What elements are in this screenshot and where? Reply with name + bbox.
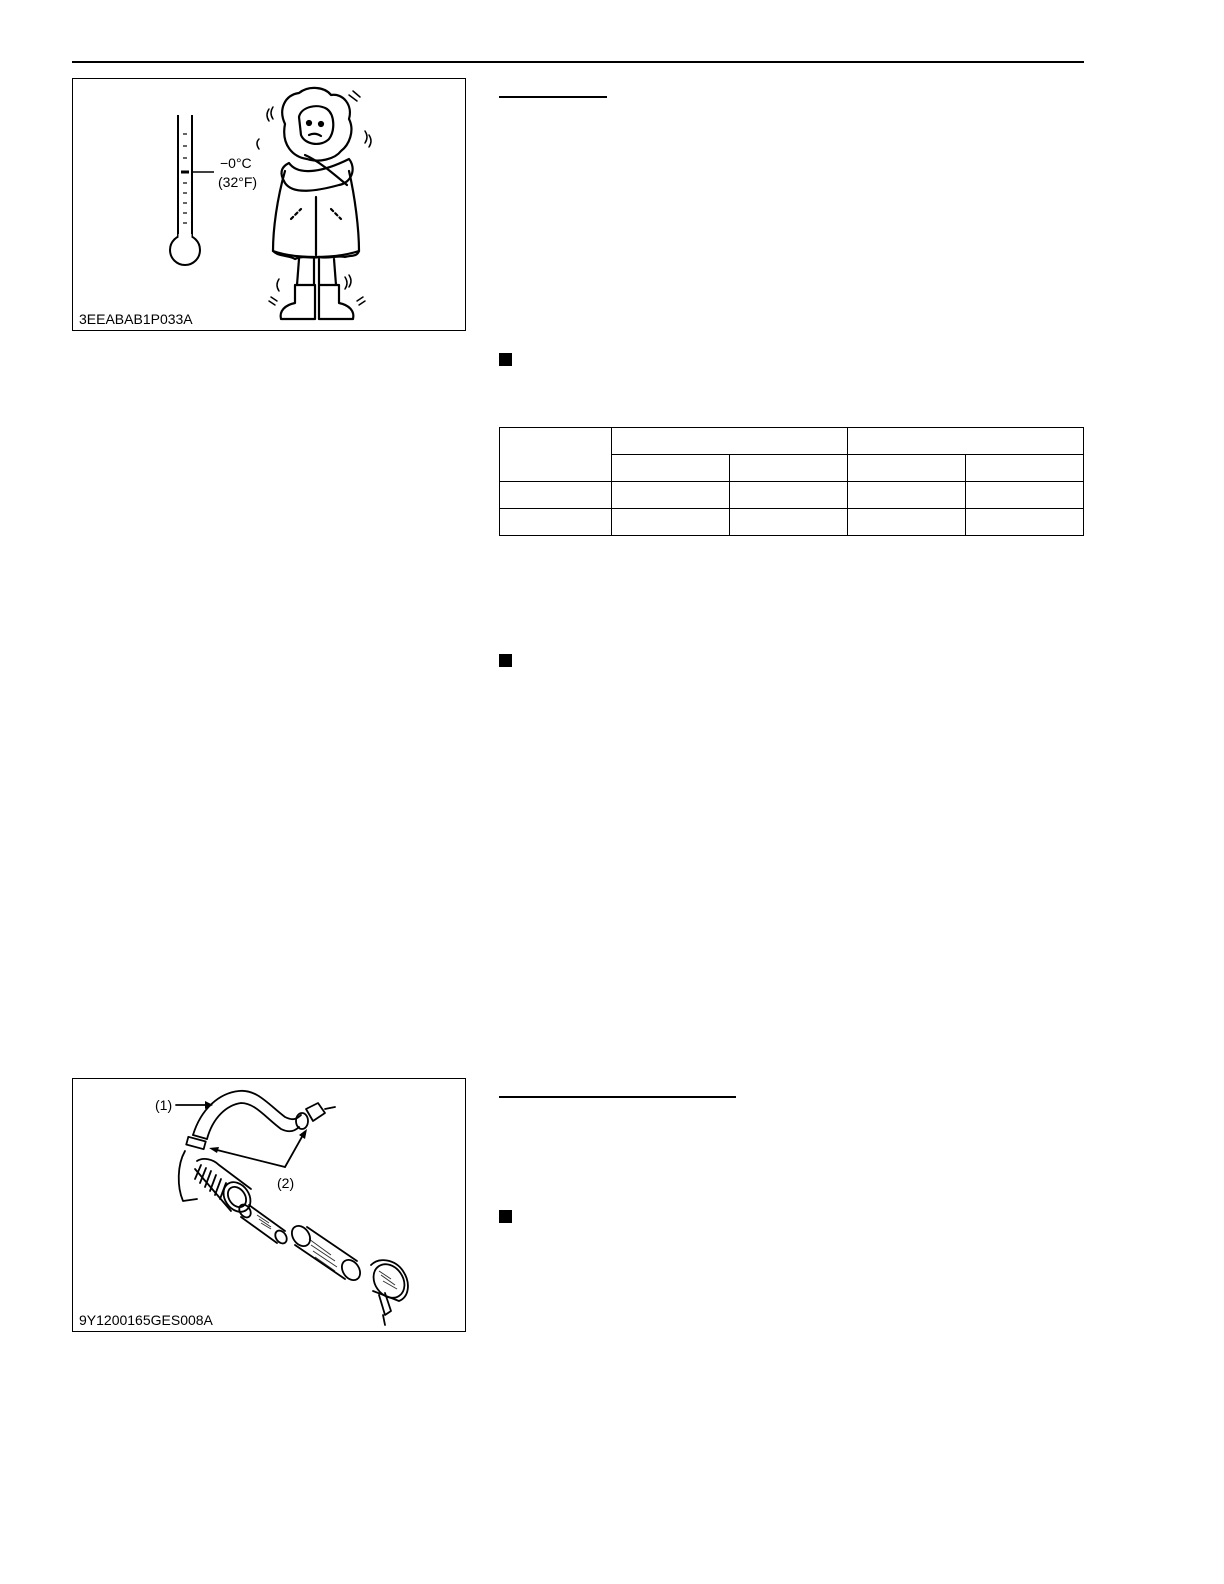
spec-table bbox=[499, 427, 1084, 536]
table-cell bbox=[500, 509, 612, 536]
section-heading-underline bbox=[499, 96, 607, 98]
table-cell bbox=[966, 509, 1084, 536]
air-cleaner-figure bbox=[72, 1078, 466, 1332]
cold-weather-figure bbox=[72, 78, 466, 331]
figure-id: 3EEABAB1P033A bbox=[79, 311, 193, 327]
table-cell bbox=[730, 509, 848, 536]
callout-1-label: (1) bbox=[155, 1097, 173, 1113]
temperature-celsius-label: −0°C bbox=[220, 155, 252, 171]
table-cell bbox=[848, 482, 966, 509]
bullet-square-icon bbox=[499, 1210, 512, 1223]
table-cell bbox=[848, 509, 966, 536]
header-rule bbox=[72, 61, 1084, 63]
table-cell bbox=[848, 428, 1084, 455]
figure-id: 9Y1200165GES008A bbox=[79, 1312, 213, 1328]
temperature-fahrenheit-label: (32°F) bbox=[218, 174, 258, 190]
table-cell bbox=[730, 482, 848, 509]
thermometer-and-person-illustration bbox=[73, 79, 467, 332]
table-cell bbox=[612, 482, 730, 509]
table-cell bbox=[612, 428, 848, 455]
table-cell bbox=[612, 509, 730, 536]
bullet-square-icon bbox=[499, 353, 512, 366]
table-cell bbox=[500, 482, 612, 509]
table-row bbox=[500, 482, 1084, 509]
air-cleaner-illustration bbox=[73, 1079, 467, 1333]
callout-2-label: (2) bbox=[277, 1175, 295, 1191]
table-cell bbox=[966, 455, 1084, 482]
table-cell bbox=[500, 428, 612, 482]
table-cell bbox=[612, 455, 730, 482]
table-cell bbox=[730, 455, 848, 482]
table-cell bbox=[966, 482, 1084, 509]
bullet-square-icon bbox=[499, 654, 512, 667]
section-heading-underline bbox=[499, 1096, 736, 1098]
table-row bbox=[500, 428, 1084, 455]
table-cell bbox=[848, 455, 966, 482]
table-row bbox=[500, 509, 1084, 536]
